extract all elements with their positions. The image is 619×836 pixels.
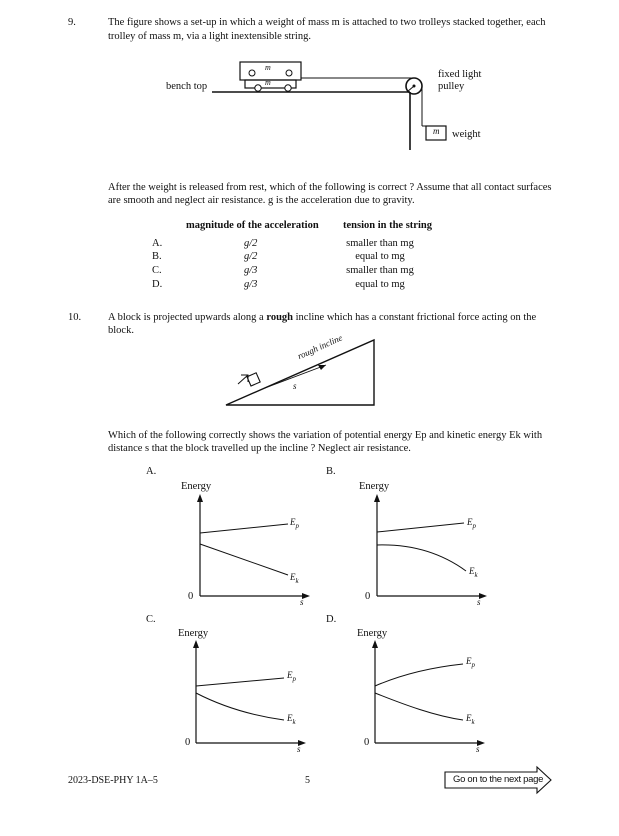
pulley-label-2: pulley bbox=[438, 81, 465, 92]
weight-label: weight bbox=[452, 129, 481, 140]
graph-b-energy-label: Energy bbox=[359, 481, 390, 492]
q10-stem-bold: rough bbox=[266, 312, 293, 323]
option-letter: C. bbox=[152, 265, 162, 276]
graph-d-letter: D. bbox=[326, 614, 337, 625]
weight-mass: m bbox=[433, 126, 440, 136]
ek-symbol: E bbox=[287, 713, 293, 723]
ek-symbol: E bbox=[469, 566, 475, 576]
next-page-label: Go on to the next page bbox=[453, 774, 544, 785]
graph-d-x-label: s bbox=[476, 744, 480, 754]
q9-stem-line1: The figure shows a set-up in which a weight of mass m is attached to two trolleys stacked together, each bbox=[108, 17, 546, 28]
graph-a-energy-label: Energy bbox=[181, 481, 212, 492]
ep-subscript: p bbox=[295, 521, 299, 530]
ep-symbol: E bbox=[466, 656, 472, 666]
col-header-tension: tension in the string bbox=[343, 220, 432, 231]
option-letter: D. bbox=[152, 279, 163, 290]
bench-top-label: bench top bbox=[166, 81, 208, 92]
ep-subscript: p bbox=[472, 521, 476, 530]
option-tension: equal to mg bbox=[355, 251, 405, 262]
graph-b-x-label: s bbox=[477, 597, 481, 607]
ep-symbol: E bbox=[290, 517, 296, 527]
distance-label: s bbox=[293, 381, 297, 391]
graph-d-origin: 0 bbox=[364, 737, 370, 748]
option-accel: g/3 bbox=[244, 279, 258, 290]
ek-subscript: k bbox=[295, 576, 299, 585]
option-accel: g/2 bbox=[244, 238, 258, 249]
incline-label: rough incline bbox=[296, 332, 344, 362]
option-accel: g/2 bbox=[244, 251, 258, 262]
graph-a-x-label: s bbox=[300, 597, 304, 607]
q10-stem-part-b: incline which has a constant frictional force acting on the bbox=[293, 312, 537, 323]
q9-prompt-line2: are smooth and neglect air resistance. g is the acceleration due to gravity. bbox=[108, 195, 415, 206]
graph-c-letter: C. bbox=[146, 614, 156, 625]
col-header-acceleration: magnitude of the acceleration bbox=[186, 220, 319, 231]
q9-prompt-line1: After the weight is released from rest, which of the following is correct ? Assume that all contact surfaces bbox=[108, 182, 552, 193]
option-letter: B. bbox=[152, 251, 162, 262]
page-number: 5 bbox=[305, 775, 310, 786]
ep-symbol: E bbox=[287, 670, 293, 680]
graph-a-origin: 0 bbox=[188, 591, 194, 602]
graph-d-energy-label: Energy bbox=[357, 628, 388, 639]
ep-symbol: E bbox=[467, 517, 473, 527]
ek-subscript: k bbox=[292, 717, 296, 726]
option-letter: A. bbox=[152, 238, 163, 249]
ek-symbol: E bbox=[290, 572, 296, 582]
pulley-label-1: fixed light bbox=[438, 69, 482, 80]
q10-stem-line2: block. bbox=[108, 325, 134, 336]
footer-code: 2023-DSE-PHY 1A–5 bbox=[68, 775, 158, 786]
ep-subscript: p bbox=[292, 674, 296, 683]
q10-number: 10. bbox=[68, 312, 82, 323]
option-tension: smaller than mg bbox=[346, 265, 414, 276]
graph-c-origin: 0 bbox=[185, 737, 191, 748]
q10-prompt-line1: Which of the following correctly shows the variation of potential energy Ep and kinetic energy Ek with bbox=[108, 430, 543, 441]
option-accel: g/3 bbox=[244, 265, 258, 276]
ek-subscript: k bbox=[474, 570, 478, 579]
q10-stem-part-a: A block is projected upwards along a bbox=[108, 312, 267, 323]
ek-symbol: E bbox=[466, 713, 472, 723]
graph-b-letter: B. bbox=[326, 466, 336, 477]
graph-b-origin: 0 bbox=[365, 591, 371, 602]
lower-trolley-mass: m bbox=[265, 78, 271, 87]
q10-prompt-line2: distance s that the block travelled up the incline ? Neglect air resistance. bbox=[108, 443, 411, 454]
q9-stem-line2: trolley of mass m, via a light inextensible string. bbox=[108, 31, 311, 42]
graph-c-energy-label: Energy bbox=[178, 628, 209, 639]
ek-subscript: k bbox=[471, 717, 475, 726]
option-tension: equal to mg bbox=[355, 279, 405, 290]
q9-number: 9. bbox=[68, 17, 76, 28]
option-tension: smaller than mg bbox=[346, 238, 414, 249]
graph-c-x-label: s bbox=[297, 744, 301, 754]
upper-trolley-mass: m bbox=[265, 63, 271, 72]
graph-a-letter: A. bbox=[146, 466, 157, 477]
ep-subscript: p bbox=[471, 660, 475, 669]
